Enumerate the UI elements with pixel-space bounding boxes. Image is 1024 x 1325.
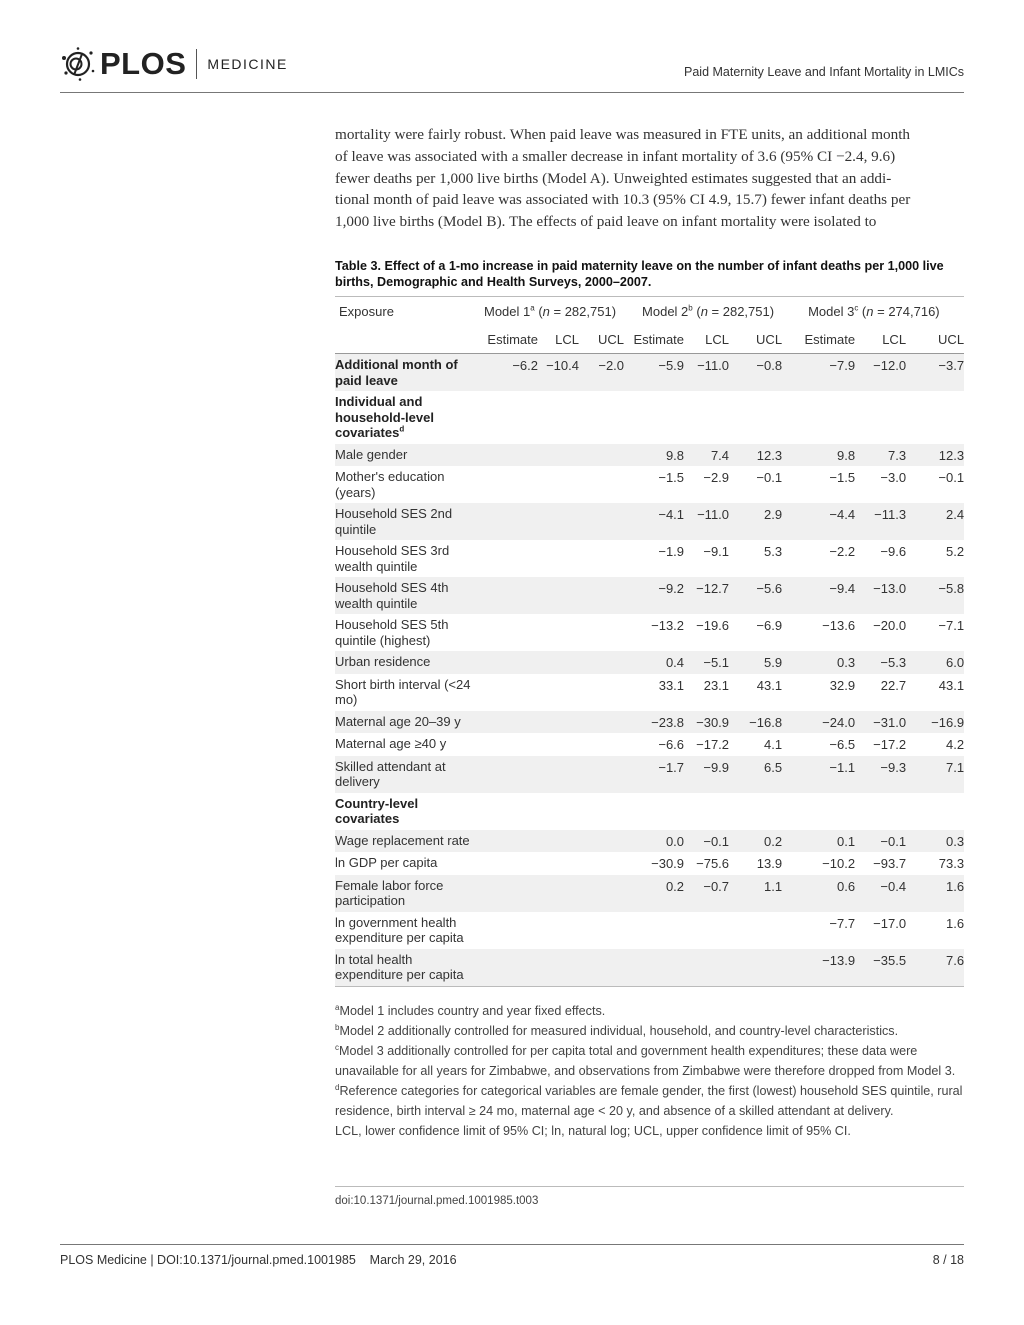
plos-logo — [60, 46, 288, 82]
value-cell — [478, 503, 540, 540]
value-cell: −16.8 — [731, 711, 784, 734]
row-label: Mother's education (years) — [335, 469, 445, 500]
value-cell: 0.6 — [784, 875, 857, 912]
value-cell — [582, 711, 624, 734]
value-cell: 4.1 — [763, 737, 783, 752]
value-cell: 73.3 — [938, 856, 965, 871]
value-cell: −10.2 — [822, 856, 856, 871]
value-cell — [478, 674, 540, 711]
table-row — [335, 875, 964, 912]
value-cell: 2.4 — [908, 503, 964, 540]
row-label: Maternal age ≥40 y — [335, 736, 447, 751]
value-cell: −13.6 — [822, 618, 856, 633]
value-cell — [478, 577, 540, 614]
value-cell: −75.6 — [696, 856, 730, 871]
table-row — [335, 793, 964, 830]
table-subheader-row — [335, 325, 964, 354]
value-cell: −6.5 — [829, 737, 856, 752]
value-cell — [478, 651, 540, 674]
row-label: Urban residence — [335, 651, 478, 674]
value-cell — [582, 875, 624, 912]
row-label: Individual and household-level covariates$^d$ — [335, 394, 434, 440]
value-cell: −11.3 — [857, 503, 908, 540]
value-cell — [582, 733, 624, 756]
value-cell: −20.0 — [873, 618, 907, 633]
value-cell: −10.4 — [540, 354, 582, 392]
value-cell: −1.9 — [658, 544, 685, 559]
value-cell — [540, 651, 582, 674]
value-cell — [686, 949, 731, 987]
value-cell: −30.9 — [686, 711, 731, 734]
table-row — [335, 711, 964, 734]
value-cell — [478, 444, 540, 467]
logo-wordmark: PLOS — [100, 46, 187, 81]
value-cell — [540, 674, 582, 711]
value-cell: 9.8 — [784, 444, 857, 467]
value-cell: 13.9 — [756, 856, 783, 871]
value-cell — [731, 949, 784, 987]
value-cell — [478, 756, 540, 793]
value-cell — [624, 949, 686, 987]
value-cell: 12.3 — [908, 444, 964, 467]
table-row — [335, 614, 964, 651]
value-cell — [582, 391, 624, 444]
estimate-header: Estimate — [487, 331, 538, 347]
value-cell: 7.6 — [908, 949, 964, 987]
table-row — [335, 503, 964, 540]
row-label: Country-level covariates — [335, 795, 419, 826]
value-cell: −9.2 — [624, 577, 686, 614]
running-title: Paid Maternity Leave and Infant Mortality in LMICs — [684, 65, 964, 79]
value-cell — [686, 391, 731, 444]
estimate-header: Estimate — [804, 331, 856, 347]
value-cell — [478, 830, 540, 853]
value-cell: −17.2 — [696, 737, 730, 752]
body-line: 1,000 live births (Model B). The effects of paid leave on infant mortality were isolated to — [335, 213, 877, 231]
value-cell: −13.2 — [651, 618, 685, 633]
row-label: Additional month of paid leave — [335, 354, 478, 392]
value-cell — [731, 793, 784, 830]
value-cell: 33.1 — [658, 677, 685, 693]
table-footnotes — [335, 1001, 965, 1141]
row-label: Short birth interval (<24 mo) — [335, 676, 471, 707]
body-line: tional month of paid leave was associated with 10.3 (95% CI 4.9, 15.7) fewer infant deaths per — [335, 191, 911, 209]
footer-citation: PLOS Medicine | DOI:10.1371/journal.pmed.1001985 March 29, 2016 — [60, 1253, 457, 1267]
row-label: Male gender — [335, 444, 478, 467]
footnote: LCL, lower confidence limit of 95% CI; ln, natural log; UCL, upper confidence limit of 95% CI. — [335, 1124, 851, 1138]
exposure-header: Exposure — [335, 297, 478, 326]
table-row — [335, 444, 964, 467]
value-cell — [784, 793, 857, 830]
value-cell: −5.8 — [908, 577, 964, 614]
value-cell: 12.3 — [731, 444, 784, 467]
value-cell: −12.7 — [686, 577, 731, 614]
footnote: $^b$Model 2 additionally controlled for measured individual, household, and country-level characteristics. — [335, 1022, 899, 1038]
value-cell — [582, 674, 624, 711]
journal-name: MEDICINE — [207, 56, 288, 72]
value-cell — [540, 756, 582, 793]
value-cell — [540, 733, 582, 756]
row-label: Household SES 5th quintile (highest) — [335, 617, 449, 648]
value-cell: 32.9 — [829, 677, 856, 693]
value-cell — [624, 912, 686, 949]
value-cell: 22.7 — [880, 677, 907, 693]
logo-divider — [196, 49, 197, 79]
table-row — [335, 577, 964, 614]
value-cell — [540, 540, 582, 577]
lcl-header: LCL — [555, 331, 579, 347]
value-cell: −23.8 — [624, 711, 686, 734]
value-cell: −12.0 — [857, 354, 908, 392]
value-cell — [540, 912, 582, 949]
value-cell — [582, 466, 624, 503]
value-cell: 1.6 — [945, 915, 965, 931]
value-cell: −17.2 — [873, 737, 907, 752]
value-cell: −3.0 — [880, 470, 907, 485]
value-cell: −11.0 — [686, 503, 731, 540]
table-row — [335, 949, 964, 987]
value-cell — [478, 912, 540, 949]
value-cell: −5.3 — [857, 651, 908, 674]
value-cell: 6.5 — [731, 756, 784, 793]
value-cell: −7.1 — [938, 618, 965, 633]
model-1-header: Model 1$^a$ (n = 282,751) — [478, 297, 624, 326]
table-row — [335, 733, 964, 756]
row-label: Household SES 4th wealth quintile — [335, 577, 478, 614]
value-cell — [478, 852, 540, 875]
value-cell: −2.9 — [703, 470, 730, 485]
value-cell: −9.1 — [703, 544, 730, 559]
value-cell — [540, 503, 582, 540]
value-cell: 6.0 — [908, 651, 964, 674]
value-cell — [540, 391, 582, 444]
table-row — [335, 912, 964, 949]
value-cell — [478, 711, 540, 734]
value-cell — [582, 444, 624, 467]
body-line: of leave was associated with a smaller decrease in infant mortality of 3.6 (95% CI −2.4, 9.6) — [335, 147, 896, 165]
value-cell: −0.8 — [731, 354, 784, 392]
value-cell: 0.0 — [624, 830, 686, 853]
value-cell: −2.2 — [829, 544, 856, 559]
value-cell — [908, 793, 964, 830]
value-cell — [582, 614, 624, 651]
value-cell — [540, 875, 582, 912]
table-row — [335, 651, 964, 674]
value-cell: −6.9 — [756, 618, 783, 633]
value-cell — [582, 852, 624, 875]
value-cell: −9.9 — [686, 756, 731, 793]
row-label: ln total health expenditure per capita — [335, 949, 478, 987]
value-cell: 1.6 — [908, 875, 964, 912]
value-cell: −0.1 — [686, 830, 731, 853]
value-cell — [857, 793, 908, 830]
value-cell — [582, 949, 624, 987]
table-row — [335, 852, 964, 875]
value-cell: 43.1 — [938, 677, 965, 693]
value-cell: 7.1 — [908, 756, 964, 793]
value-cell: 0.3 — [784, 651, 857, 674]
value-cell: 0.3 — [908, 830, 964, 853]
value-cell: −0.1 — [857, 830, 908, 853]
value-cell — [582, 651, 624, 674]
value-cell: −5.9 — [624, 354, 686, 392]
table-row — [335, 466, 964, 503]
table-row — [335, 674, 964, 711]
value-cell — [908, 391, 964, 444]
row-label: ln GDP per capita — [335, 855, 438, 870]
value-cell — [582, 756, 624, 793]
page-footer — [60, 1244, 964, 1267]
value-cell: −5.1 — [686, 651, 731, 674]
value-cell: −6.2 — [478, 354, 540, 392]
value-cell: 5.2 — [945, 544, 965, 559]
value-cell — [478, 614, 540, 651]
value-cell — [478, 466, 540, 503]
table-body — [335, 354, 964, 987]
value-cell: −0.7 — [686, 875, 731, 912]
value-cell: 0.2 — [731, 830, 784, 853]
model-3-header: Model 3$^c$ (n = 274,716) — [784, 297, 964, 326]
value-cell — [624, 391, 686, 444]
value-cell: −5.6 — [731, 577, 784, 614]
value-cell: 5.3 — [763, 544, 783, 559]
lcl-header: LCL — [882, 331, 907, 347]
value-cell — [478, 540, 540, 577]
body-paragraph — [335, 124, 965, 233]
value-cell — [478, 391, 540, 444]
row-label: Female labor force participation — [335, 875, 478, 912]
ucl-header: UCL — [938, 331, 965, 347]
results-table — [335, 296, 964, 987]
value-cell — [784, 391, 857, 444]
table-doi — [335, 1186, 964, 1207]
doi-link[interactable]: doi:10.1371/journal.pmed.1001985.t003 — [335, 1195, 539, 1207]
value-cell — [540, 577, 582, 614]
footnote: $^c$Model 3 additionally controlled for per capita total and government health expenditures; these data were unavailable for all years for Zimbabwe, and observations from Zimbabwe were therefore dropped from Model 3. — [335, 1042, 956, 1078]
value-cell: −0.1 — [938, 470, 965, 485]
value-cell — [731, 391, 784, 444]
value-cell: −9.6 — [880, 544, 907, 559]
row-label: Maternal age 20–39 y — [335, 711, 478, 734]
value-cell: −4.1 — [624, 503, 686, 540]
value-cell: −35.5 — [857, 949, 908, 987]
value-cell: −93.7 — [873, 856, 907, 871]
body-line: fewer deaths per 1,000 live births (Model A). Unweighted estimates suggested that an addi- — [335, 169, 892, 187]
body-line: mortality were fairly robust. When paid leave was measured in FTE units, an additional month — [335, 126, 911, 143]
ucl-header: UCL — [598, 331, 625, 347]
value-cell: −4.4 — [784, 503, 857, 540]
value-cell: −16.9 — [908, 711, 964, 734]
value-cell — [478, 949, 540, 987]
value-cell: −30.9 — [651, 856, 685, 871]
value-cell: 9.8 — [624, 444, 686, 467]
value-cell: −9.3 — [857, 756, 908, 793]
value-cell: 43.1 — [756, 677, 783, 693]
value-cell: −0.1 — [756, 470, 783, 485]
row-label: Household SES 2nd quintile — [335, 503, 478, 540]
value-cell: −9.4 — [784, 577, 857, 614]
page-number: 8 / 18 — [932, 1253, 964, 1267]
value-cell: −1.5 — [829, 470, 856, 485]
footnote: $^d$Reference categories for categorical variables are female gender, the first (lowest) household SES quintile, rural residence, birth interval ≥ 24 mo, maternal age < 20 y, and absence of a skilled attendant at delivery. — [335, 1082, 963, 1118]
table-row — [335, 830, 964, 853]
value-cell — [540, 852, 582, 875]
value-cell — [540, 711, 582, 734]
value-cell: −11.0 — [686, 354, 731, 392]
value-cell — [540, 830, 582, 853]
value-cell — [582, 503, 624, 540]
value-cell — [478, 733, 540, 756]
value-cell: −0.4 — [857, 875, 908, 912]
value-cell — [582, 830, 624, 853]
table-row — [335, 756, 964, 793]
value-cell: −13.9 — [784, 949, 857, 987]
row-label: Skilled attendant at delivery — [335, 756, 478, 793]
value-cell: −1.7 — [624, 756, 686, 793]
estimate-header: Estimate — [633, 331, 685, 347]
value-cell — [478, 875, 540, 912]
value-cell — [540, 466, 582, 503]
value-cell — [582, 793, 624, 830]
value-cell — [624, 793, 686, 830]
value-cell — [540, 793, 582, 830]
value-cell — [478, 793, 540, 830]
row-label: Wage replacement rate — [335, 830, 478, 853]
value-cell: −7.9 — [784, 354, 857, 392]
lcl-header: LCL — [705, 331, 730, 347]
value-cell — [582, 577, 624, 614]
value-cell: −17.0 — [873, 915, 907, 931]
value-cell — [540, 949, 582, 987]
value-cell — [686, 793, 731, 830]
ucl-header: UCL — [756, 331, 783, 347]
value-cell: −6.6 — [658, 737, 685, 752]
plos-emblem-icon — [60, 46, 96, 82]
value-cell: 4.2 — [945, 737, 965, 752]
value-cell: 23.1 — [703, 677, 730, 693]
value-cell — [686, 912, 731, 949]
value-cell: −1.5 — [658, 470, 685, 485]
value-cell: −7.7 — [829, 915, 856, 931]
page-header — [60, 44, 964, 93]
table-header-row — [335, 297, 964, 326]
value-cell: 0.2 — [624, 875, 686, 912]
value-cell — [857, 391, 908, 444]
value-cell: 0.4 — [624, 651, 686, 674]
value-cell: −24.0 — [784, 711, 857, 734]
value-cell: −1.1 — [784, 756, 857, 793]
value-cell: 1.1 — [731, 875, 784, 912]
value-cell: −13.0 — [857, 577, 908, 614]
row-label: ln government health expenditure per capita — [335, 914, 464, 945]
table-row — [335, 391, 964, 444]
value-cell: 7.4 — [686, 444, 731, 467]
table-row — [335, 354, 964, 392]
value-cell — [540, 444, 582, 467]
value-cell: −31.0 — [857, 711, 908, 734]
value-cell: 5.9 — [731, 651, 784, 674]
value-cell — [731, 912, 784, 949]
value-cell — [540, 614, 582, 651]
value-cell: −19.6 — [696, 618, 730, 633]
value-cell: −2.0 — [582, 354, 624, 392]
value-cell: 0.1 — [784, 830, 857, 853]
footnote: $^a$Model 1 includes country and year fixed effects. — [335, 1002, 606, 1018]
value-cell: −3.7 — [908, 354, 964, 392]
value-cell: 2.9 — [731, 503, 784, 540]
value-cell — [582, 540, 624, 577]
table-caption: Table 3. Effect of a 1-mo increase in paid maternity leave on the number of infant deaths per 1,000 live births, Demographic and Health Surveys, 2000–2007. — [335, 259, 944, 289]
value-cell: 7.3 — [857, 444, 908, 467]
model-2-header: Model 2$^b$ (n = 282,751) — [624, 297, 784, 326]
table-row — [335, 540, 964, 577]
row-label: Household SES 3rd wealth quintile — [335, 543, 450, 574]
value-cell — [582, 912, 624, 949]
